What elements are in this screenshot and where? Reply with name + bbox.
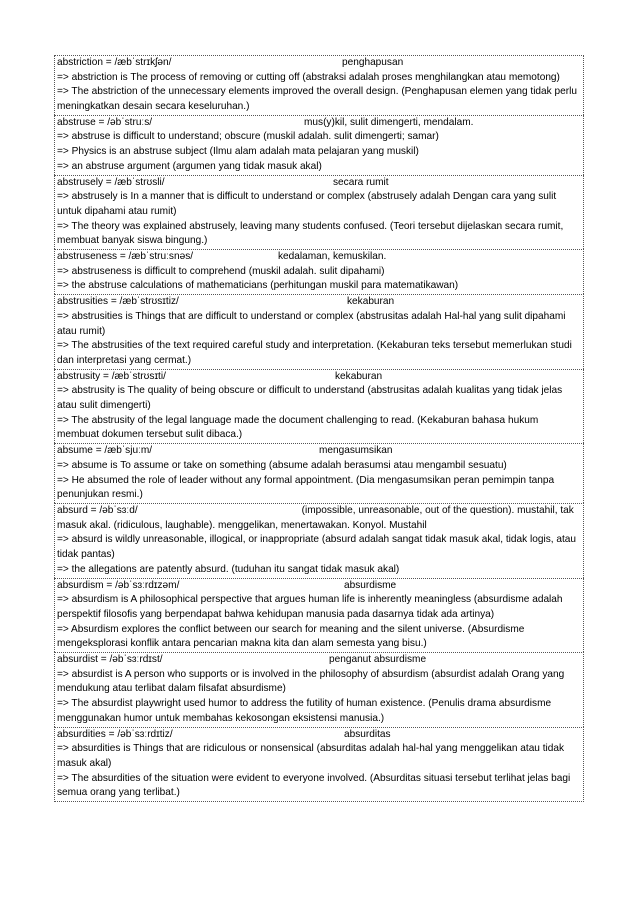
dictionary-entry bbox=[54, 652, 584, 727]
entry-example: => The abstrusity of the legal language made the document challenging to read. (Kekaburan bahasa hukum membuat dokumen tersebut sulit dibaca.) bbox=[57, 414, 539, 441]
entry-headline bbox=[57, 250, 581, 265]
dictionary-entry bbox=[54, 175, 584, 250]
entry-term: abstriction = /æbˈstrɪkʃən/ bbox=[57, 57, 172, 68]
entry-definition: => abstruse is difficult to understand; obscure (muskil adalah. sulit dimengerti; samar) bbox=[57, 131, 439, 143]
entry-example: => The absurdities of the situation were evident to everyone involved. (Absurditas situasi tersebut terlihat jelas bagi semua orang yang terlibat.) bbox=[57, 772, 571, 799]
entry-meaning: kedalaman, kemuskilan. bbox=[278, 251, 387, 263]
entry-example: => The abstriction of the unnecessary elements improved the overall design. (Penghapusan elemen yang tidak perlu meningkatkan desain secara keseluruhan.) bbox=[57, 86, 577, 113]
entry-meaning: kekaburan bbox=[335, 370, 383, 382]
entry-meaning: penghapusan bbox=[342, 57, 404, 68]
entry-example: => The abstrusities of the text required careful study and interpretation. (Kekaburan teks tersebut memerlukan studi dan interpretasi yang cermat.) bbox=[57, 340, 572, 366]
entry-term: abstrusity = /æbˈstrʊsɪti/ bbox=[57, 370, 166, 382]
dictionary-entry bbox=[54, 55, 584, 115]
entry-meaning: kekaburan bbox=[347, 296, 395, 308]
entry-example: => The absurdist playwright used humor to address the futility of human existence. (Penulis drama absurdisme menggunakan humor untuk membahas kekosongan eksistensi manusia.) bbox=[57, 698, 552, 724]
entry-term: absurdities = /əbˈsɜːrdɪtiz/ bbox=[57, 728, 173, 740]
entry-term: absurd = /əbˈsɜːd/ bbox=[57, 504, 138, 516]
entry-meaning: mengasumsikan bbox=[319, 445, 393, 457]
entry-headline bbox=[57, 176, 581, 191]
entry-meaning: absurditas bbox=[344, 728, 391, 740]
entry-headline bbox=[57, 370, 581, 385]
entry-definition: => abstrusely is In a manner that is difficult to understand or complex (abstrusely adalah Dengan cara yang sulit untuk dipahami atau rumit) bbox=[57, 191, 557, 217]
entry-meaning: mus(y)kil, sulit dimengerti, mendalam. bbox=[304, 116, 474, 128]
entry-term: absurdism = /əbˈsɜːrdɪzəm/ bbox=[57, 579, 180, 591]
entry-term: abstruseness = /æbˈstruːsnəs/ bbox=[57, 251, 194, 263]
entry-definition: => absurd is wildly unreasonable, illogical, or inappropriate (absurd adalah sangat tidak masuk akal, tidak logis, atau tidak pantas) bbox=[57, 534, 577, 561]
entry-definition: => abstruseness is difficult to comprehend (muskil adalah. sulit dipahami) bbox=[57, 265, 385, 277]
entry-definition: => abstrusities is Things that are difficult to understand or complex (abstrusitas adalah Hal-hal yang sulit dipahami atau rumit) bbox=[57, 310, 566, 337]
entry-definition: => absume is To assume or take on something (absume adalah berasumsi atau mengambil sesuatu) bbox=[57, 459, 507, 471]
dictionary-entry bbox=[54, 294, 584, 369]
dictionary-entry bbox=[54, 115, 584, 175]
entry-headline bbox=[57, 653, 581, 668]
entry-example: => Absurdism explores the conflict between our search for meaning and the silent universe. (Absurdisme mengeksplorasi konflik antara pencarian makna kita dan alam semesta yang bisu.) bbox=[57, 623, 525, 650]
entry-example: => Physics is an abstruse subject (Ilmu alam adalah mata pelajaran yang muskil) bbox=[57, 146, 419, 158]
entry-definition: => abstrusity is The quality of being obscure or difficult to understand (abstrusitas adalah kualitas yang tidak jelas atau sulit dimengerti) bbox=[57, 385, 563, 412]
entry-headline bbox=[57, 728, 581, 743]
entry-meaning: absurdisme bbox=[344, 579, 397, 591]
entry-headline bbox=[57, 56, 581, 71]
entry-meaning: secara rumit bbox=[333, 176, 389, 188]
entry-definition: => absurdities is Things that are ridiculous or nonsensical (absurditas adalah hal-hal yang menggelikan atau tidak masuk akal) bbox=[57, 743, 565, 769]
entry-definition: => absurdism is A philosophical perspective that argues human life is inherently meaningless (absurdisme adalah perspektif filosofis yang berpendapat bahwa kehidupan manusia pada dasarnya tidak ada artinya) bbox=[57, 594, 563, 620]
entry-headline bbox=[57, 579, 581, 594]
entry-headline bbox=[57, 116, 581, 131]
dictionary-entry bbox=[54, 369, 584, 444]
entry-term: absurdist = /əbˈsɜːrdɪst/ bbox=[57, 654, 163, 665]
entry-example: => the abstruse calculations of mathematicians (perhitungan muskil para matematikawan) bbox=[57, 280, 459, 292]
entry-example: => the allegations are patently absurd. (tuduhan itu sangat tidak masuk akal) bbox=[57, 563, 400, 575]
entry-headline bbox=[57, 295, 581, 310]
entry-meaning: (impossible, unreasonable, out of the question). mustahil, tak masuk akal. (ridiculous, laughable). menggelikan, menertawakan. Konyol. Mustahil bbox=[57, 504, 574, 531]
entry-meaning: penganut absurdisme bbox=[329, 654, 427, 665]
dictionary-entry bbox=[54, 503, 584, 578]
entry-term: abstruse = /əbˈstruːs/ bbox=[57, 116, 153, 128]
entry-definition: => absurdist is A person who supports or is involved in the philosophy of absurdism (absurdist adalah Orang yang mendukung atau terlibat dalam filsafat absurdisme) bbox=[57, 668, 565, 695]
entry-term: abstrusities = /æbˈstrʊsɪtiz/ bbox=[57, 296, 179, 308]
entry-term: abstrusely = /æbˈstrʊsli/ bbox=[57, 176, 165, 188]
dictionary-entry bbox=[54, 249, 584, 294]
entry-example: => an abstruse argument (argumen yang tidak masuk akal) bbox=[57, 160, 322, 172]
entry-example: => The theory was explained abstrusely, leaving many students confused. (Teori tersebut dijelaskan secara rumit, membuat banyak siswa bingung.) bbox=[57, 220, 564, 247]
entry-example: => He absumed the role of leader without any formal appointment. (Dia mengasumsikan peran pemimpin tanpa penunjukan resmi.) bbox=[57, 474, 555, 501]
dictionary-sheet bbox=[54, 55, 584, 802]
entry-term: absume = /æbˈsjuːm/ bbox=[57, 445, 153, 457]
dictionary-entry bbox=[54, 443, 584, 503]
entry-headline bbox=[57, 444, 581, 459]
entry-definition: => abstriction is The process of removing or cutting off (abstraksi adalah proses menghilangkan atau memotong) bbox=[57, 71, 560, 83]
dictionary-entry bbox=[54, 727, 584, 803]
dictionary-entry bbox=[54, 578, 584, 653]
entry-headline bbox=[57, 504, 581, 533]
